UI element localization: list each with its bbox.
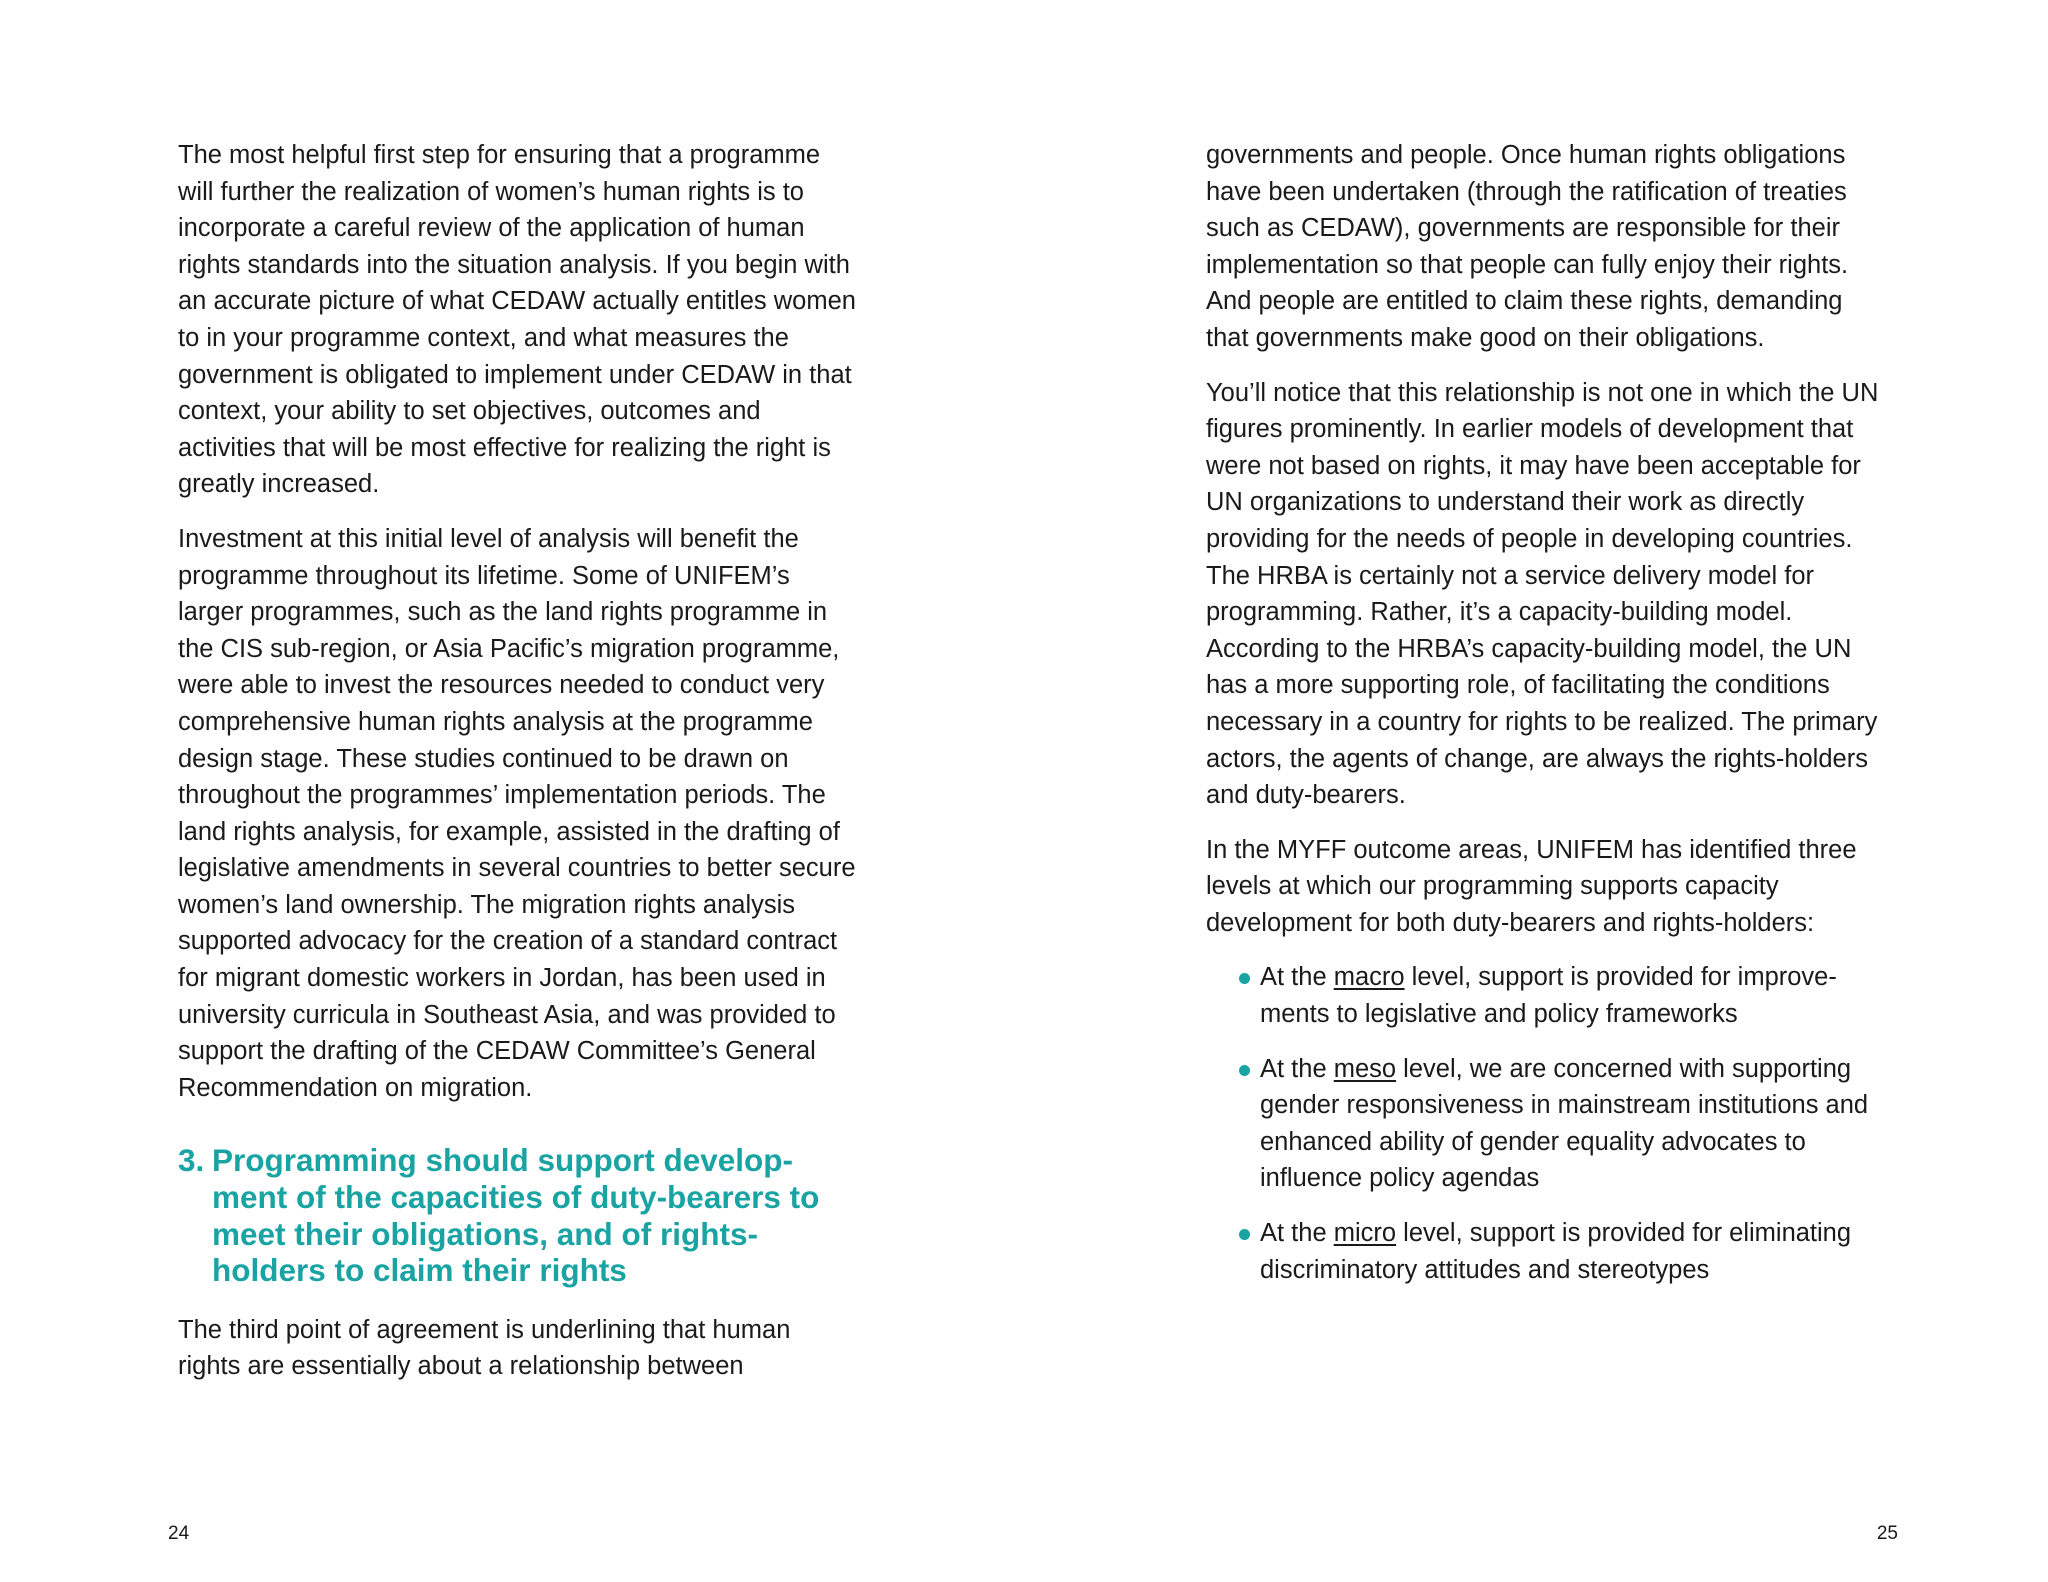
- bullet-keyword: meso: [1333, 1054, 1397, 1083]
- body-paragraph: governments and people. Once human rights obligations have been undertaken (through the ratification of treaties such as CEDAW), governments are responsible for their implementation so that people can fully enjoy their rights. And people are entitled to claim these rights, demanding that governments make good on their obligations.: [1206, 141, 1849, 352]
- list-item: [1206, 959, 1886, 1032]
- bullet-dot-icon: [1239, 1065, 1250, 1076]
- bullet-prefix: At the: [1260, 1219, 1334, 1248]
- list-item: [1206, 1215, 1886, 1288]
- body-paragraph: Investment at this initial level of analysis will benefit the programme throughout its lifetime. Some of UNIFEM’s larger programmes, such as the land rights programme in the CIS sub-region, or Asia Pacific’s migration programme, were able to invest the resources needed to conduct very comprehensive human rights analysis at the programme design stage. These studies continued to be drawn on throughout the programmes’ implementation periods. The land rights analysis, for example, assisted in the drafting of legislative amendments in several countries to better secure women’s land ownership. The migration rights analysis supported advocacy for the creation of a standard contract for migrant domestic workers in Jordan, has been used in university curricula in Southeast Asia, and was provided to support the drafting of the CEDAW Committee’s General Recommendation on migration.: [178, 524, 856, 1102]
- body-paragraph: You’ll notice that this relationship is not one in which the UN figures prominently. In earlier models of development that were not based on rights, it may have been acceptable for UN organizations to understand their work as directly providing for the needs of people in developing countries. The HRBA is certainly not a service delivery model for programming. Rather, it’s a capacity-building model. According to the HRBA’s capacity-building model, the UN has a more supporting role, of facilitating the conditions necessary in a country for rights to be realized. The primary actors, the agents of change, are always the rights-holders and duty-bearers.: [1206, 378, 1879, 810]
- bullet-dot-icon: [1239, 973, 1250, 984]
- section-heading: [178, 1142, 858, 1288]
- bullet-suffix: level, support is provided for eliminating discriminatory attitudes and stereotypes: [1260, 1219, 1852, 1284]
- right-text-column: [1206, 137, 1886, 1306]
- page-number-left: 24: [168, 1523, 190, 1544]
- bullet-keyword: macro: [1333, 963, 1405, 992]
- bullet-suffix: level, we are concerned with supporting gender responsiveness in mainstream institutions and enhanced ability of gender equality advocates to influence policy agendas: [1260, 1054, 1869, 1193]
- bullet-prefix: At the: [1260, 1054, 1334, 1083]
- right-page: [1024, 0, 2048, 1582]
- bullet-keyword: micro: [1333, 1219, 1397, 1248]
- body-paragraph: The most helpful first step for ensuring that a programme will further the realization of women’s human rights is to incorporate a careful review of the application of human rights standards into the situation analysis. If you begin with an accurate picture of what CEDAW actually entitles women to in your programme context, and what measures the government is obligated to implement under CEDAW in that context, your ability to set objectives, outcomes and activities that will be most effective for realizing the right is greatly increased.: [178, 141, 856, 499]
- bullet-dot-icon: [1239, 1229, 1250, 1240]
- body-paragraph: The third point of agreement is underlining that human rights are essentially about a relationship between: [178, 1315, 791, 1381]
- left-text-column: [178, 137, 858, 1385]
- page-number-right: 25: [1876, 1523, 1898, 1544]
- bullet-suffix: level, support is provided for improvements to legislative and policy frameworks: [1260, 963, 1837, 1029]
- list-item: [1206, 1051, 1886, 1197]
- section-title: Programming should support development of the capacities of duty-bearers to meet their obligations, and of rights-holders to claim their rights: [212, 1142, 820, 1289]
- bullet-prefix: At the: [1260, 963, 1334, 992]
- body-paragraph: In the MYFF outcome areas, UNIFEM has identified three levels at which our programming supports capacity development for both duty-bearers and rights-holders:: [1206, 835, 1857, 937]
- section-number: 3.: [178, 1142, 205, 1179]
- capacity-levels-list: [1206, 959, 1886, 1288]
